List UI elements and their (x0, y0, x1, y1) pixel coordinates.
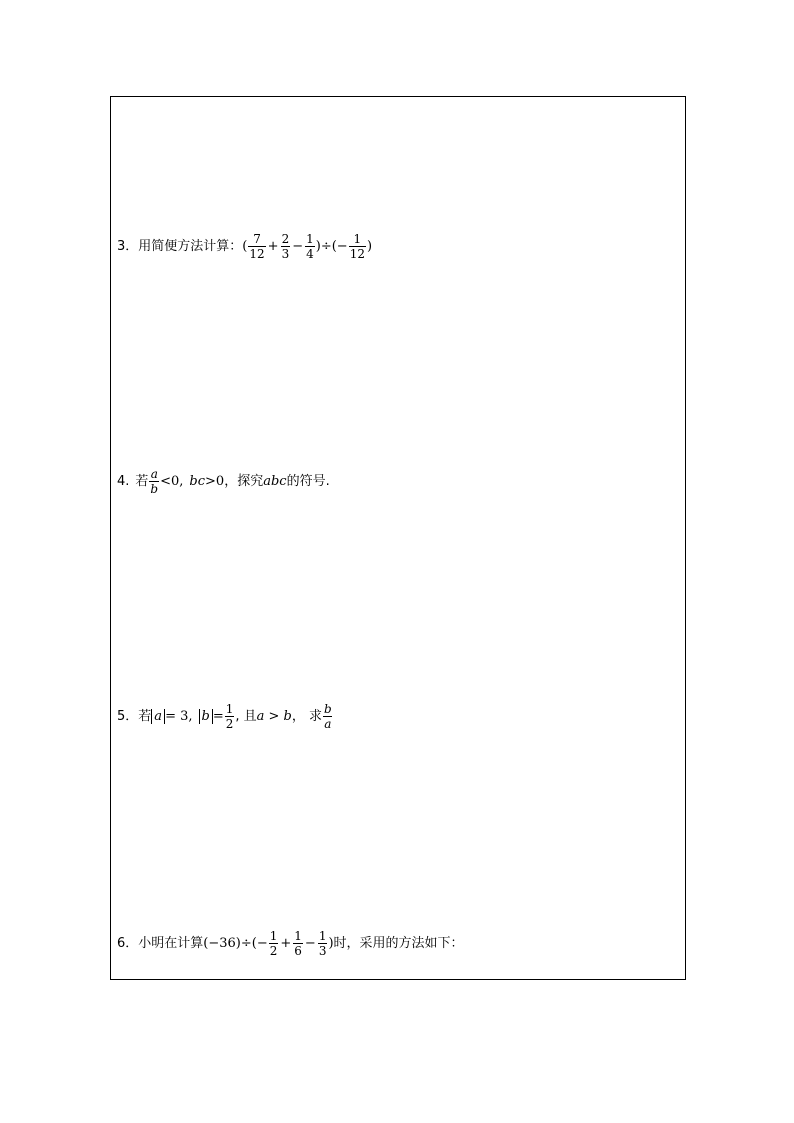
q3-f3-denominator: 4 (306, 247, 314, 261)
q6-f2-denominator: 6 (294, 944, 302, 958)
q3-f4-denominator: 12 (349, 247, 365, 261)
q6-minus: − (304, 936, 316, 951)
q5-answer-fraction (323, 703, 333, 730)
q6-fraction-1 (269, 930, 279, 957)
q6-f2-numerator: 1 (294, 929, 302, 943)
q6-f1-denominator: 2 (269, 944, 278, 958)
q3-open-paren: ( (242, 239, 248, 254)
q6-plus: + (280, 936, 292, 951)
q5-ruo: 若 (138, 709, 152, 724)
q3-plus: + (267, 239, 279, 254)
q5-abs-a: a (151, 709, 165, 724)
q4-condition-2: >0 (205, 474, 225, 489)
q3-fraction-2 (281, 233, 291, 260)
q5-ans-numerator: b (324, 702, 332, 716)
q3-close-paren: ) (366, 239, 373, 254)
q3-divide: )÷(− (315, 239, 348, 254)
q5-abs-b: b (199, 709, 213, 724)
q5-comparison: a > b (256, 709, 292, 724)
q4-f-denominator: b (150, 482, 159, 496)
q4-text-1: ，探究 (224, 474, 264, 489)
q3-number: 3． (117, 239, 139, 254)
q4-condition-1: <0, (160, 474, 184, 489)
q3-f4-numerator: 1 (353, 232, 362, 246)
question-3 (117, 233, 372, 260)
q5-text-1: , 且 (235, 709, 257, 724)
q3-f3-numerator: 1 (306, 232, 314, 246)
q3-text: 用简便方法计算： (138, 239, 243, 254)
q3-f1-denominator: 12 (249, 247, 265, 261)
q5-fraction (225, 703, 235, 730)
q4-abc: abc (263, 474, 287, 489)
question-5 (117, 703, 334, 730)
q3-minus: − (292, 239, 304, 254)
q6-f1-numerator: 1 (269, 929, 278, 943)
q6-fraction-3 (318, 930, 328, 957)
q3-f2-numerator: 2 (281, 232, 290, 246)
q4-text-2: 的符号. (286, 474, 330, 489)
q6-number: 6． (117, 936, 139, 951)
q6-fraction-2 (293, 930, 303, 957)
q5-f-numerator: 1 (225, 702, 234, 716)
question-4 (117, 468, 330, 495)
q6-close-paren: ) (328, 936, 334, 951)
q3-fraction-4 (349, 233, 366, 260)
q3-fraction-3 (305, 233, 315, 260)
q5-f-denominator: 2 (225, 717, 234, 731)
q5-ans-denominator: a (324, 717, 332, 731)
q5-eq-2: = (212, 709, 224, 724)
question-6 (117, 930, 464, 957)
q6-text-1: 小明在计算 (138, 936, 204, 951)
q3-fraction-1 (248, 233, 265, 260)
q4-f-numerator: a (150, 467, 158, 481)
q4-bc: bc (189, 474, 206, 489)
q5-text-2: ， 求 (291, 709, 323, 724)
q3-f1-numerator: 7 (253, 232, 261, 246)
q6-expr-start: (−36)÷(− (203, 936, 268, 951)
q4-number: 4. (117, 474, 130, 489)
q3-f2-denominator: 3 (281, 247, 290, 261)
q4-ruo: 若 (135, 474, 149, 489)
q5-eq-1: = 3, (165, 709, 193, 724)
worksheet-frame (110, 96, 686, 980)
q6-text-2: 时，采用的方法如下： (333, 936, 464, 951)
q5-number: 5． (117, 709, 139, 724)
q6-f3-numerator: 1 (318, 929, 327, 943)
q4-fraction (149, 468, 159, 495)
q6-f3-denominator: 3 (318, 944, 327, 958)
